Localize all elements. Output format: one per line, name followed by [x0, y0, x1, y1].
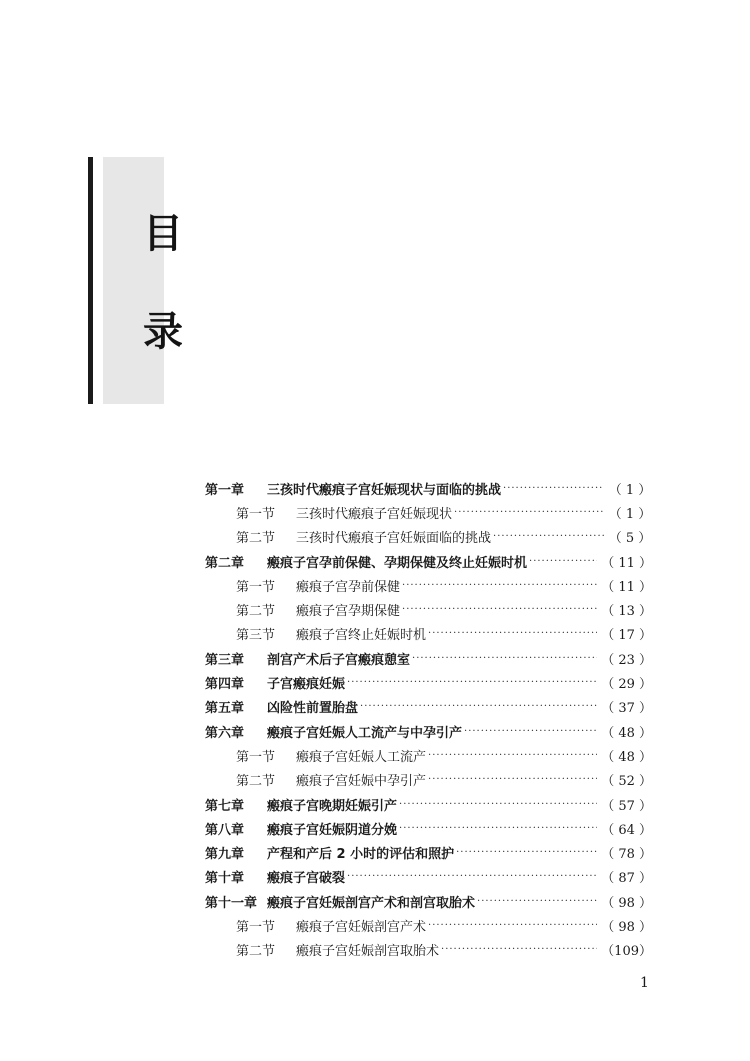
header-rule [88, 157, 93, 404]
toc-entry-title: 产程和产后 2 小时的评估和照护 [267, 847, 455, 863]
toc-section-entry[interactable] [205, 913, 652, 937]
toc-entry-title: 瘢痕子宫妊娠剖宫产术 [296, 919, 427, 935]
toc-dot-leader [402, 580, 597, 591]
toc-entry-number: 第六章 [205, 725, 245, 741]
toc-entry-page: （ 98 ） [601, 919, 652, 935]
toc-entry-page: （ 13 ） [601, 604, 652, 620]
toc-dot-leader [360, 701, 597, 712]
toc-entry-title: 瘢痕子宫妊娠人工流产 [296, 749, 427, 765]
toc-dot-leader [428, 628, 597, 639]
toc-section-entry[interactable] [205, 597, 652, 621]
toc-entry-number: 第七章 [205, 798, 245, 814]
toc-entry-page: （ 1 ） [608, 506, 652, 522]
toc-chapter-entry[interactable] [205, 476, 652, 500]
toc-entry-title: 三孩时代瘢痕子宫妊娠现状与面临的挑战 [267, 482, 502, 498]
toc-dot-leader [441, 944, 597, 955]
toc-dot-leader [477, 896, 597, 907]
toc-dot-leader [493, 531, 604, 542]
toc-entry-number: 第四章 [205, 677, 245, 693]
toc-dot-leader [529, 556, 597, 567]
toc-chapter-entry[interactable] [205, 865, 652, 889]
toc-chapter-entry[interactable] [205, 719, 652, 743]
toc-entry-page: （ 52 ） [601, 774, 652, 790]
toc-dot-leader [503, 483, 604, 494]
toc-section-entry[interactable] [205, 500, 652, 524]
toc-dot-leader [402, 604, 597, 615]
toc-entry-page: （ 23 ） [601, 652, 652, 668]
toc-dot-leader [399, 823, 597, 834]
toc-section-entry[interactable] [205, 622, 652, 646]
toc-chapter-entry[interactable] [205, 840, 652, 864]
toc-entry-title: 凶险性前置胎盘 [267, 701, 359, 717]
toc-entry-title: 瘢痕子宫孕前保健、孕期保健及终止妊娠时机 [267, 555, 528, 571]
toc-chapter-entry[interactable] [205, 549, 652, 573]
toc-entry-title: 子宫瘢痕妊娠 [267, 677, 346, 693]
toc-entry-title: 瘢痕子宫孕前保健 [296, 579, 401, 595]
table-of-contents [205, 476, 652, 962]
toc-chapter-entry[interactable] [205, 670, 652, 694]
toc-entry-number: 第二节 [236, 604, 276, 620]
toc-entry-number: 第二节 [236, 774, 276, 790]
toc-entry-page: （ 37 ） [601, 701, 652, 717]
toc-entry-number: 第一章 [205, 482, 245, 498]
toc-entry-title: 瘢痕子宫妊娠人工流产与中孕引产 [267, 725, 463, 741]
toc-section-entry[interactable] [205, 768, 652, 792]
toc-entry-page: （ 5 ） [608, 531, 652, 547]
toc-dot-leader [464, 726, 597, 737]
header-panel [103, 157, 164, 404]
toc-entry-number: 第二章 [205, 555, 245, 571]
toc-entry-title: 瘢痕子宫妊娠剖宫取胎术 [296, 944, 440, 960]
toc-entry-title: 瘢痕子宫妊娠剖宫产术和剖宫取胎术 [267, 895, 476, 911]
toc-entry-number: 第十章 [205, 871, 245, 887]
toc-entry-page: （ 57 ） [601, 798, 652, 814]
toc-entry-page: （ 17 ） [601, 628, 652, 644]
toc-entry-number: 第三节 [236, 628, 276, 644]
contents-heading-char-2: 录 [143, 309, 183, 355]
toc-dot-leader [412, 653, 597, 664]
toc-section-entry[interactable] [205, 525, 652, 549]
toc-entry-title: 剖宫产术后子宫瘢痕憩室 [267, 652, 411, 668]
toc-dot-leader [347, 871, 597, 882]
toc-dot-leader [428, 774, 597, 785]
toc-chapter-entry[interactable] [205, 646, 652, 670]
toc-dot-leader [456, 847, 597, 858]
toc-entry-page: （ 87 ） [601, 871, 652, 887]
toc-section-entry[interactable] [205, 743, 652, 767]
toc-dot-leader [428, 920, 597, 931]
toc-chapter-entry[interactable] [205, 792, 652, 816]
toc-entry-number: 第八章 [205, 822, 245, 838]
toc-entry-page: （ 64 ） [601, 822, 652, 838]
toc-chapter-entry[interactable] [205, 889, 652, 913]
toc-entry-title: 瘢痕子宫妊娠中孕引产 [296, 774, 427, 790]
toc-entry-number: 第二节 [236, 531, 276, 547]
toc-entry-number: 第一节 [236, 919, 276, 935]
toc-dot-leader [454, 507, 604, 518]
page-number: 1 [640, 975, 649, 991]
toc-entry-number: 第一节 [236, 506, 276, 522]
toc-chapter-entry[interactable] [205, 816, 652, 840]
toc-entry-title: 三孩时代瘢痕子宫妊娠现状 [296, 506, 453, 522]
toc-entry-number: 第五章 [205, 701, 245, 717]
toc-dot-leader [428, 750, 597, 761]
toc-section-entry[interactable] [205, 938, 652, 962]
toc-entry-number: 第一节 [236, 749, 276, 765]
toc-entry-page: （ 29 ） [601, 677, 652, 693]
toc-entry-page: （ 48 ） [601, 749, 652, 765]
toc-entry-title: 瘢痕子宫终止妊娠时机 [296, 628, 427, 644]
toc-entry-number: 第二节 [236, 944, 276, 960]
toc-entry-number: 第一节 [236, 579, 276, 595]
toc-entry-title: 瘢痕子宫晚期妊娠引产 [267, 798, 398, 814]
toc-section-entry[interactable] [205, 573, 652, 597]
toc-dot-leader [347, 677, 597, 688]
toc-entry-page: （ 78 ） [601, 847, 652, 863]
toc-entry-page: （109） [601, 944, 652, 960]
toc-entry-number: 第三章 [205, 652, 245, 668]
toc-entry-page: （ 11 ） [601, 555, 652, 571]
toc-entry-title: 瘢痕子宫孕期保健 [296, 604, 401, 620]
toc-entry-page: （ 48 ） [601, 725, 652, 741]
toc-entry-page: （ 98 ） [601, 895, 652, 911]
toc-entry-number: 第十一章 [205, 895, 258, 911]
toc-chapter-entry[interactable] [205, 695, 652, 719]
contents-heading-char-1: 目 [143, 211, 183, 257]
toc-entry-title: 瘢痕子宫妊娠阴道分娩 [267, 822, 398, 838]
toc-entry-title: 三孩时代瘢痕子宫妊娠面临的挑战 [296, 531, 492, 547]
toc-entry-number: 第九章 [205, 847, 245, 863]
toc-entry-title: 瘢痕子宫破裂 [267, 871, 346, 887]
toc-entry-page: （ 1 ） [608, 482, 652, 498]
toc-entry-page: （ 11 ） [601, 579, 652, 595]
toc-dot-leader [399, 799, 597, 810]
